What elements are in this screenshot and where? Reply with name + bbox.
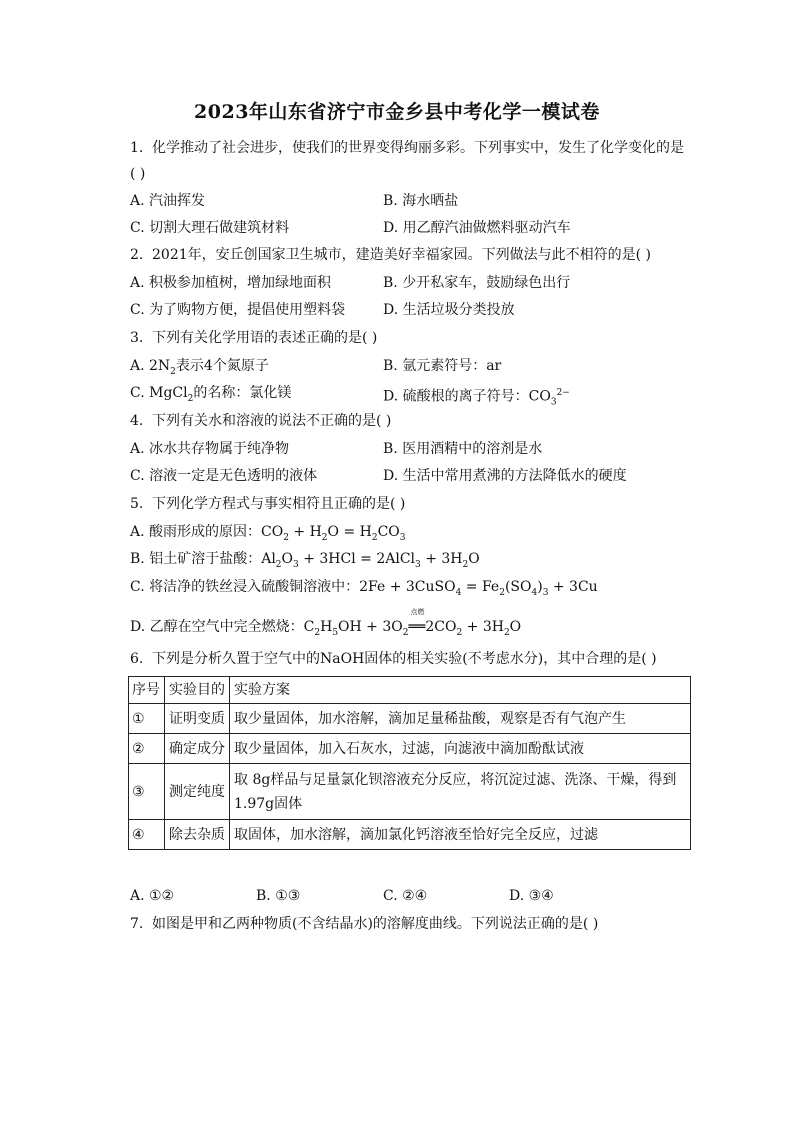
table-cell: 测定纯度 xyxy=(165,764,230,820)
q3-option-a: A. $2N_2$表示4个氮原子 xyxy=(130,358,269,377)
q2-option-a: A. 积极参加植树，增加绿地面积 xyxy=(130,275,332,291)
q3-stem xyxy=(130,329,377,347)
q1-option-c: C. 切割大理石做建筑材料 xyxy=(130,220,290,236)
q7-stem xyxy=(130,915,598,933)
q5-b-equation: $Al_2O_3 + 3HCl$ = 2AlCl$_3$ + $3H_2O$ xyxy=(261,551,480,570)
table-cell: 除去杂质 xyxy=(165,820,230,850)
q1-number: 1. xyxy=(130,140,144,156)
q6-option-a: A. ①② xyxy=(130,888,175,904)
q5-option-a: A. 酸雨形成的原因：$CO_2 + H_2O = H_2CO_3$ xyxy=(130,524,406,543)
q4-stem xyxy=(130,412,391,430)
q6-number: 6. xyxy=(130,651,144,667)
experiment-table xyxy=(128,676,691,850)
q4-text: 下列有关水和溶液的说法不正确的是( ) xyxy=(152,413,392,429)
q2-option-d: D. 生活垃圾分类投放 xyxy=(383,302,515,318)
q7-text: 如图是甲和乙两种物质(不含结晶水)的溶解度曲线。下列说法正确的是( ) xyxy=(152,916,599,932)
table-cell: ④ xyxy=(129,820,165,850)
table-cell: 取少量固体，加入石灰水，过滤，向滤液中滴加酚酞试液 xyxy=(230,734,691,764)
q1-option-a: A. 汽油挥发 xyxy=(130,193,206,209)
q5-c-equation: 2Fe + 3CuSO$_4$ = $Fe_2(SO_4)_3 + 3Cu$ xyxy=(359,579,598,598)
q4-option-c: C. 溶液一定是无色透明的液体 xyxy=(130,468,318,484)
q5-d-condition: 点燃 xyxy=(410,608,425,616)
table-cell: ① xyxy=(129,704,165,734)
table-row xyxy=(129,820,691,850)
q5-number: 5. xyxy=(130,496,144,512)
table-row xyxy=(129,704,691,734)
q6-option-d: D. ③④ xyxy=(509,888,554,904)
table-cell: 取 8g样品与足量氯化钡溶液充分反应，将沉淀过滤、洗涤、干燥，得到1.97g固体 xyxy=(230,764,691,820)
q7-number: 7. xyxy=(130,916,144,932)
q6-text: 下列是分析久置于空气中的NaOH固体的相关实验(不考虑水分)，其中合理的是( ) xyxy=(152,651,657,667)
table-cell: 证明变质 xyxy=(165,704,230,734)
q4-option-d: D. 生活中常用煮沸的方法降低水的硬度 xyxy=(383,468,627,484)
table-cell: 取少量固体，加水溶解，滴加足量稀盐酸，观察是否有气泡产生 xyxy=(230,704,691,734)
table-cell: 确定成分 xyxy=(165,734,230,764)
q2-stem xyxy=(130,246,651,264)
q5-option-c: C. 将洁净的铁丝浸入硫酸铜溶液中：2Fe + 3CuSO$_4$ = $Fe_2(SO_4)_3 + 3Cu$ xyxy=(130,579,598,598)
q6-option-b: B. ①③ xyxy=(256,888,301,904)
table-cell: ③ xyxy=(129,764,165,820)
q5-text: 下列化学方程式与事实相符且正确的是( ) xyxy=(152,496,406,512)
q1-text: 化学推动了社会进步，使我们的世界变得绚丽多彩。下列事实中，发生了化学变化的是 xyxy=(152,140,684,156)
q4-option-a: A. 冰水共存物属于纯净物 xyxy=(130,441,290,457)
q6-option-c: C. ②④ xyxy=(383,888,428,904)
q6-stem xyxy=(130,650,657,668)
q5-stem xyxy=(130,495,405,513)
table-row xyxy=(129,764,691,820)
q4-number: 4. xyxy=(130,413,144,429)
q5-option-d: D. 乙醇在空气中完全燃烧：$C_2H_5OH + 3O_2$ 点燃 $══2CO_2 + 3H_2O$ xyxy=(130,618,521,642)
q1-option-b: B. 海水晒盐 xyxy=(383,193,459,209)
q2-number: 2. xyxy=(130,247,144,263)
q1-stem xyxy=(130,139,684,157)
q3-option-c: C. MgCl$_2$的名称：氯化镁 xyxy=(130,385,292,404)
table-header-row xyxy=(129,677,691,704)
q1-paren: ( ) xyxy=(130,166,146,182)
q4-option-b: B. 医用酒精中的溶剂是水 xyxy=(383,441,543,457)
q3-text: 下列有关化学用语的表述正确的是( ) xyxy=(152,330,378,346)
q5-option-b: B. 铝土矿溶于盐酸：$Al_2O_3 + 3HCl$ = 2AlCl$_3$ + $3H_2O$ xyxy=(130,551,480,570)
q3-option-d: D. 硫酸根的离子符号：$CO_3^{2-}$ xyxy=(383,388,570,408)
q1-option-d: D. 用乙醇汽油做燃料驱动汽车 xyxy=(383,220,571,236)
q3-option-b: B. 氩元素符号：ar xyxy=(383,358,502,374)
table-cell: 取固体，加水溶解，滴加氯化钙溶液至恰好完全反应，过滤 xyxy=(230,820,691,850)
page-title: 2023年山东省济宁市金乡县中考化学一模试卷 xyxy=(194,101,600,123)
q5-d-equation: $C_2H_5OH + 3O_2$ 点燃 $══2CO_2 + 3H_2O$ xyxy=(304,619,522,635)
q2-option-c: C. 为了购物方便，提倡使用塑料袋 xyxy=(130,302,346,318)
table-header: 序号 xyxy=(129,677,165,704)
q2-text: 2021年，安丘创国家卫生城市，建造美好幸福家园。下列做法与此不相符的是( ) xyxy=(152,247,652,263)
q2-option-b: B. 少开私家车，鼓励绿色出行 xyxy=(383,275,571,291)
table-cell: ② xyxy=(129,734,165,764)
q5-a-equation: $CO_2 + H_2O = H_2CO_3$ xyxy=(261,524,406,543)
table-row xyxy=(129,734,691,764)
q3-number: 3. xyxy=(130,330,144,346)
table-header: 实验方案 xyxy=(230,677,691,704)
table-header: 实验目的 xyxy=(165,677,230,704)
